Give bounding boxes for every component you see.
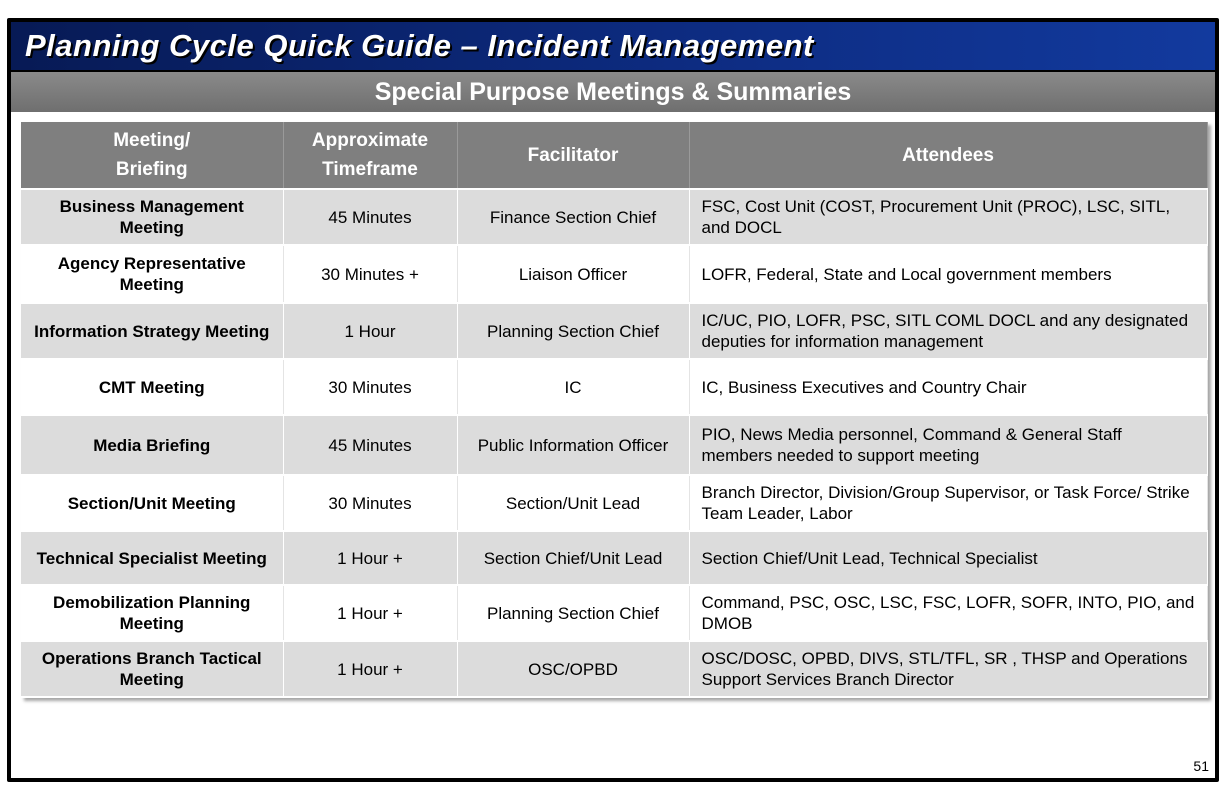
facilitator-cell: Section/Unit Lead [457, 475, 689, 531]
table-header-row [21, 122, 1207, 189]
page-title: Planning Cycle Quick Guide – Incident Management [25, 28, 814, 63]
timeframe-cell: 1 Hour + [283, 585, 457, 641]
facilitator-cell: OSC/OPBD [457, 641, 689, 697]
facilitator-cell: Planning Section Chief [457, 585, 689, 641]
facilitator-cell: Planning Section Chief [457, 303, 689, 359]
meeting-name-cell: Section/Unit Meeting [21, 475, 283, 531]
meeting-name-cell: Demobilization Planning Meeting [21, 585, 283, 641]
facilitator-cell: Public Information Officer [457, 415, 689, 475]
column-header-attendees: Attendees [689, 122, 1207, 189]
attendees-cell: IC, Business Executives and Country Chair [689, 359, 1207, 415]
facilitator-cell: Liaison Officer [457, 245, 689, 303]
meeting-name-cell: Agency Representative Meeting [21, 245, 283, 303]
attendees-cell: Command, PSC, OSC, LSC, FSC, LOFR, SOFR, INTO, PIO, and DMOB [689, 585, 1207, 641]
meetings-table [21, 122, 1208, 698]
slide-frame [7, 18, 1219, 782]
attendees-cell: LOFR, Federal, State and Local government members [689, 245, 1207, 303]
attendees-cell: IC/UC, PIO, LOFR, PSC, SITL COML DOCL and any designated deputies for information management [689, 303, 1207, 359]
table-row [21, 531, 1207, 585]
timeframe-cell: 1 Hour + [283, 641, 457, 697]
timeframe-cell: 45 Minutes [283, 189, 457, 245]
meeting-name-cell: Information Strategy Meeting [21, 303, 283, 359]
attendees-cell: Branch Director, Division/Group Supervisor, or Task Force/ Strike Team Leader, Labor [689, 475, 1207, 531]
timeframe-cell: 45 Minutes [283, 415, 457, 475]
attendees-cell: Section Chief/Unit Lead, Technical Specialist [689, 531, 1207, 585]
facilitator-cell: Finance Section Chief [457, 189, 689, 245]
timeframe-cell: 30 Minutes [283, 359, 457, 415]
column-header-meeting: Meeting/ Briefing [21, 122, 283, 189]
table-row [21, 359, 1207, 415]
page-number: 51 [1193, 758, 1209, 774]
meeting-name-cell: Technical Specialist Meeting [21, 531, 283, 585]
table-row [21, 245, 1207, 303]
meeting-name-cell: Operations Branch Tactical Meeting [21, 641, 283, 697]
meeting-name-cell: Business Management Meeting [21, 189, 283, 245]
attendees-cell: PIO, News Media personnel, Command & General Staff members needed to support meeting [689, 415, 1207, 475]
title-banner [11, 22, 1215, 70]
meeting-name-cell: CMT Meeting [21, 359, 283, 415]
table-row [21, 475, 1207, 531]
column-header-timeframe: Approximate Timeframe [283, 122, 457, 189]
table-body [21, 189, 1207, 697]
meeting-name-cell: Media Briefing [21, 415, 283, 475]
timeframe-cell: 1 Hour [283, 303, 457, 359]
page-subtitle: Special Purpose Meetings & Summaries [374, 78, 852, 106]
column-header-facilitator: Facilitator [457, 122, 689, 189]
attendees-cell: FSC, Cost Unit (COST, Procurement Unit (PROC), LSC, SITL, and DOCL [689, 189, 1207, 245]
timeframe-cell: 30 Minutes + [283, 245, 457, 303]
subtitle-bar [11, 70, 1215, 112]
table-row [21, 189, 1207, 245]
table-row [21, 641, 1207, 697]
facilitator-cell: IC [457, 359, 689, 415]
facilitator-cell: Section Chief/Unit Lead [457, 531, 689, 585]
timeframe-cell: 30 Minutes [283, 475, 457, 531]
timeframe-cell: 1 Hour + [283, 531, 457, 585]
table-row [21, 303, 1207, 359]
attendees-cell: OSC/DOSC, OPBD, DIVS, STL/TFL, SR , THSP and Operations Support Services Branch Director [689, 641, 1207, 697]
table-row [21, 415, 1207, 475]
table-row [21, 585, 1207, 641]
